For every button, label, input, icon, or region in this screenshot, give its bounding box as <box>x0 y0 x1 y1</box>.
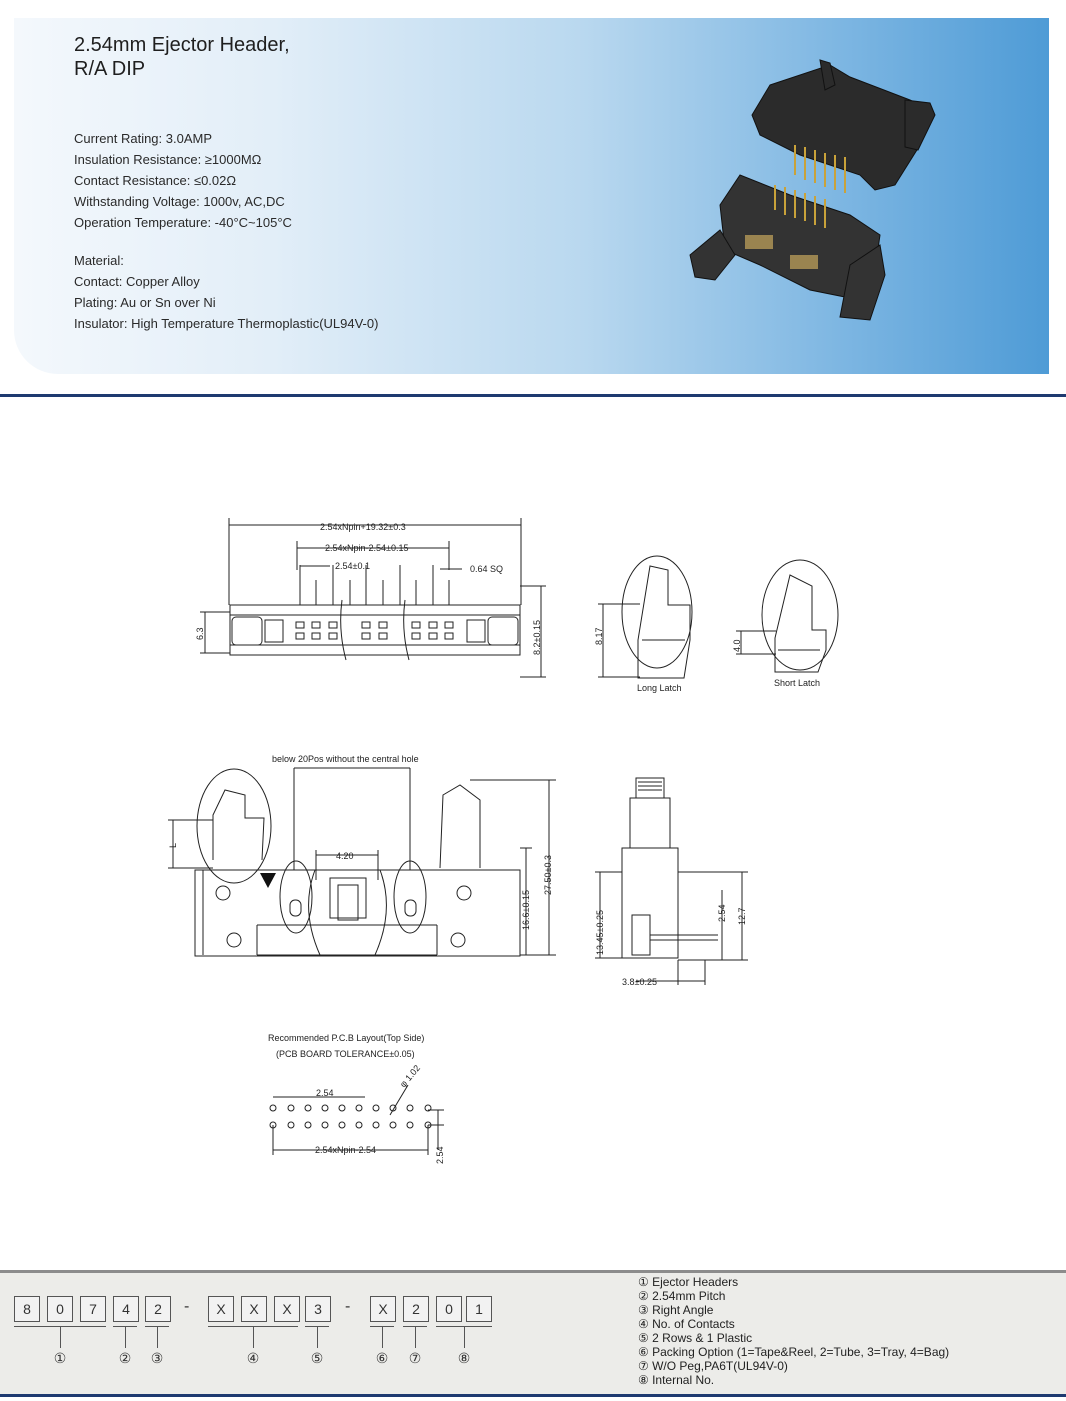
pn-char-1: 8 <box>14 1296 40 1322</box>
pcb-dim-pitch: 2.54 <box>316 1088 334 1098</box>
dim-body: 16.6±0.15 <box>521 890 531 930</box>
central-hole-note: below 20Pos without the central hole <box>272 754 419 764</box>
pn-group-num-3: ③ <box>150 1350 164 1366</box>
dim-center: 4.20 <box>336 851 354 861</box>
material-insulator: Insulator: High Temperature Thermoplastic(UL94V-0) <box>74 316 379 331</box>
side-dim-height: 12.7 <box>737 907 747 925</box>
material-plating: Plating: Au or Sn over Ni <box>74 295 216 310</box>
pcb-dim-span: 2.54xNpin-2.54 <box>315 1145 377 1155</box>
dim-height-right: 8.2±0.15 <box>532 620 542 655</box>
pn-char-7: X <box>241 1296 267 1322</box>
dim-pitch: 2.54±0.1 <box>335 561 370 571</box>
pn-char-4: 4 <box>113 1296 139 1322</box>
pn-char-8: X <box>274 1296 300 1322</box>
pn-group-num-1: ① <box>53 1350 67 1366</box>
legend-item-5: ⑤ 2 Rows & 1 Plastic <box>638 1331 753 1345</box>
dim-pitch-span: 2.54xNpin-2.54±0.15 <box>325 543 409 553</box>
material-contact: Contact: Copper Alloy <box>74 274 200 289</box>
pn-tick-7 <box>415 1326 416 1348</box>
side-dim-bottom: 3.8±0.25 <box>622 977 657 987</box>
spec-insulation: Insulation Resistance: ≥1000MΩ <box>74 152 262 167</box>
pn-group-num-7: ⑦ <box>408 1350 422 1366</box>
pn-char-3: 7 <box>80 1296 106 1322</box>
dim-pin: 0.64 SQ <box>470 564 504 574</box>
pn-tick-5 <box>317 1326 318 1348</box>
part-number-legend <box>638 1275 949 1387</box>
pn-tick-4 <box>253 1326 254 1348</box>
pn-tick-6 <box>382 1326 383 1348</box>
pn-char-9: 3 <box>305 1296 331 1322</box>
pn-char-5: 2 <box>145 1296 171 1322</box>
pn-char-2: 0 <box>47 1296 73 1322</box>
short-latch-dim: 4.0 <box>732 639 742 652</box>
long-latch-dim: 8.17 <box>594 627 604 645</box>
page-title: 2.54mm Ejector Header, R/A DIP <box>74 34 290 80</box>
pn-tick-2 <box>125 1326 126 1348</box>
side-dim-pitch: 2.54 <box>717 904 727 922</box>
pn-tick-8 <box>464 1326 465 1348</box>
legend-item-8: ⑧ Internal No. <box>638 1373 715 1387</box>
pn-group-num-8: ⑧ <box>457 1350 471 1366</box>
legend-item-3: ③ Right Angle <box>638 1303 714 1317</box>
pn-group-num-4: ④ <box>246 1350 260 1366</box>
spec-voltage: Withstanding Voltage: 1000v, AC,DC <box>74 194 285 209</box>
spec-contact-resistance: Contact Resistance: ≤0.02Ω <box>74 173 237 188</box>
dim-total: 27.50±0.3 <box>543 855 553 895</box>
legend-item-4: ④ No. of Contacts <box>638 1317 735 1331</box>
pcb-dim-hole: φ 1.02 <box>397 1063 423 1090</box>
spec-temperature: Operation Temperature: -40°C~105°C <box>74 215 292 230</box>
pcb-dim-row: 2.54 <box>435 1146 445 1164</box>
pn-char-6: X <box>208 1296 234 1322</box>
pn-char-11: 2 <box>403 1296 429 1322</box>
material-heading: Material: <box>74 253 124 268</box>
long-latch-label: Long Latch <box>637 683 682 693</box>
dim-l: L <box>168 842 178 848</box>
short-latch-label: Short Latch <box>774 678 821 688</box>
pn-group-num-2: ② <box>118 1350 132 1366</box>
pn-tick-3 <box>157 1326 158 1348</box>
pcb-title: Recommended P.C.B Layout(Top Side) <box>268 1033 425 1043</box>
pn-char-10: X <box>370 1296 396 1322</box>
legend-item-7: ⑦ W/O Peg,PA6T(UL94V-0) <box>638 1359 788 1373</box>
pn-char-12: 0 <box>436 1296 462 1322</box>
pn-dash-1: - <box>184 1298 190 1315</box>
pn-group-num-5: ⑤ <box>310 1350 324 1366</box>
pcb-subtitle: (PCB BOARD TOLERANCE±0.05) <box>276 1049 415 1059</box>
legend-item-6: ⑥ Packing Option (1=Tape&Reel, 2=Tube, 3=Tray, 4=Bag) <box>638 1345 950 1359</box>
pn-char-13: 1 <box>466 1296 492 1322</box>
spec-current: Current Rating: 3.0AMP <box>74 131 213 146</box>
dim-overall: 2.54xNpin+19.32±0.3 <box>320 522 406 532</box>
legend-item-1: ① Ejector Headers <box>638 1275 739 1289</box>
dim-height-left: 6.3 <box>195 627 205 640</box>
pn-dash-2: - <box>345 1298 351 1315</box>
legend-item-2: ② 2.54mm Pitch <box>638 1289 726 1303</box>
side-dim-left: 13.45±0.25 <box>595 910 605 955</box>
pn-group-num-6: ⑥ <box>375 1350 389 1366</box>
pn-tick-1 <box>60 1326 61 1348</box>
